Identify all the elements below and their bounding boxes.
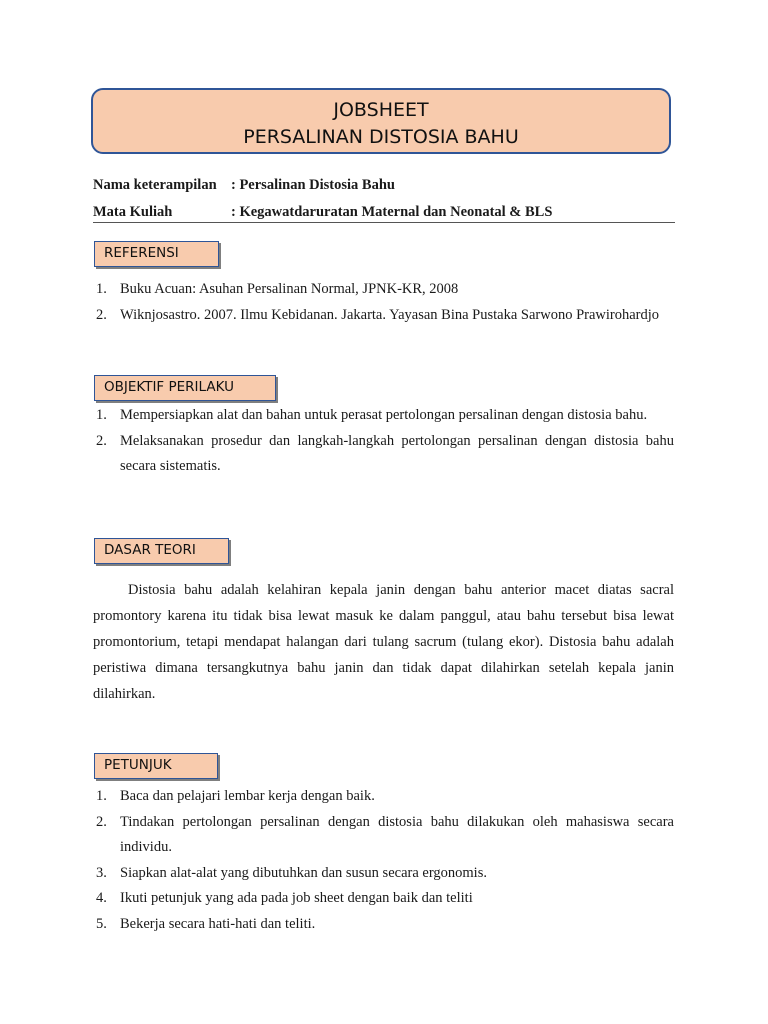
course-value: : Kegawatdaruratan Maternal dan Neonatal & BLS [231, 204, 553, 220]
list-item: 1. Buku Acuan: Asuhan Persalinan Normal, JPNK-KR, 2008 [96, 281, 459, 297]
title-line-2: PERSALINAN DISTOSIA BAHU [243, 126, 519, 148]
course-label: Mata Kuliah [93, 204, 173, 220]
course-row [93, 204, 552, 221]
objektif-list [96, 403, 674, 480]
list-item: 2. Melaksanakan prosedur dan langkah-langkah pertolongan persalinan dengan distosia bahu secara sistematis. [96, 432, 674, 474]
list-item: 2. Wiknjosastro. 2007. Ilmu Kebidanan. Jakarta. Yayasan Bina Pustaka Sarwono Prawirohardjo [96, 306, 660, 323]
list-item: 3. Siapkan alat-alat yang dibutuhkan dan susun secara ergonomis. [96, 864, 487, 881]
petunjuk-list [96, 784, 674, 937]
section-petunjuk: PETUNJUK [94, 753, 218, 779]
list-item: 1. Mempersiapkan alat dan bahan untuk perasat pertolongan persalinan dengan distosia bahu. [96, 407, 648, 423]
section-objektif-perilaku: OBJEKTIF PERILAKU [94, 375, 276, 401]
list-item: 1. Baca dan pelajari lembar kerja dengan baik. [96, 788, 375, 804]
title-box [91, 88, 671, 154]
header-divider [93, 222, 675, 223]
section-referensi: REFERENSI [94, 241, 219, 267]
list-item: 2. Tindakan pertolongan persalinan dengan distosia bahu dilakukan oleh mahasiswa secara individu. [96, 813, 674, 855]
skill-value: : Persalinan Distosia Bahu [231, 177, 395, 193]
referensi-list [96, 277, 674, 328]
skill-row [93, 177, 395, 194]
title-line-1: JOBSHEET [333, 99, 429, 121]
section-dasar-teori: DASAR TEORI [94, 538, 229, 564]
list-item: 5. Bekerja secara hati-hati dan teliti. [96, 915, 316, 932]
skill-label: Nama keterampilan [93, 177, 217, 193]
dasar-teori-paragraph: Distosia bahu adalah kelahiran kepala janin dengan bahu anterior macet diatas sacral promontory karena itu tidak bisa lewat masuk ke dalam panggul, atau bahu tersebut bisa lewat promontorium, tetapi mendapat halangan dari tulang sacrum (tulang ekor). Distosia bahu adalah peristiwa dimana tersangkutnya bahu janin dan tidak dapat dilahirkan setelah kepala janin dilahirkan. [93, 582, 674, 702]
list-item: 4. Ikuti petunjuk yang ada pada job sheet dengan baik dan teliti [96, 890, 473, 906]
